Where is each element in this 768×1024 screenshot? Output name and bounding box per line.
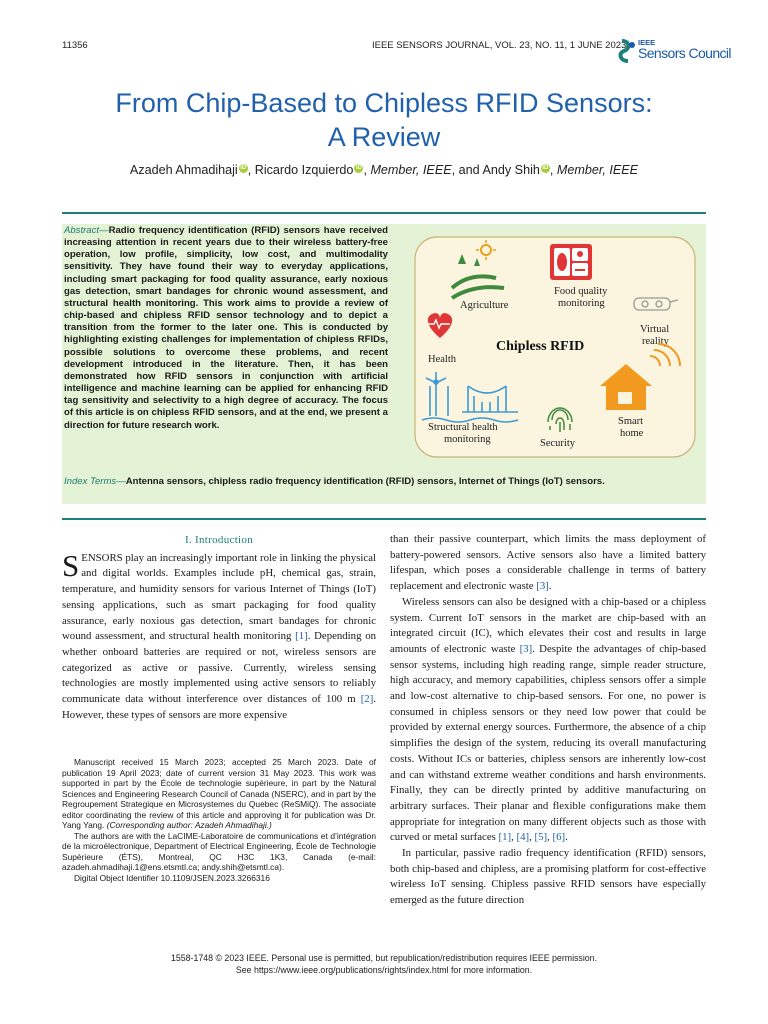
label-smart-1: Smart bbox=[618, 416, 644, 427]
logo-ieee-text: IEEE bbox=[638, 38, 656, 47]
author-conjunction: , and bbox=[451, 163, 483, 177]
dropcap: S bbox=[62, 547, 80, 583]
orcid-icon[interactable]: iD bbox=[240, 164, 247, 171]
footer-rights-link[interactable]: See https://www.ieee.org/publications/rights/index.html for more information. bbox=[235, 964, 533, 975]
author-2: Ricardo Izquierdo bbox=[254, 163, 354, 177]
label-security: Security bbox=[540, 438, 575, 449]
citation-separator: , bbox=[511, 831, 517, 844]
journal-header: IEEE SENSORS JOURNAL, VOL. 23, NO. 11, 1 JUNE 2023 bbox=[372, 40, 627, 51]
label-health: Health bbox=[428, 354, 456, 365]
top-divider bbox=[62, 212, 706, 214]
label-agriculture: Agriculture bbox=[460, 300, 509, 311]
right-paragraph-1 bbox=[390, 532, 706, 595]
abstract bbox=[64, 225, 388, 432]
label-virtual-2: reality bbox=[642, 336, 669, 347]
intro-text-c: . However, these types of sensors are more expensive bbox=[62, 693, 376, 721]
citation-separator: , bbox=[547, 831, 553, 844]
citation-link[interactable]: [6] bbox=[552, 831, 566, 844]
footnote-manuscript bbox=[62, 757, 376, 831]
author-1: Azadeh Ahmadihaji bbox=[129, 163, 238, 177]
figure-center-label: Chipless RFID bbox=[496, 339, 585, 354]
label-food-2: monitoring bbox=[558, 298, 605, 309]
right-text-a: than their passive counterpart, which limits the mass deployment of battery-powered sensors. Active sensors also have a limited battery lifespan, which poses a considerable challenge in terms of battery replacement and electronic waste bbox=[390, 533, 706, 593]
chipless-rfid-applications-figure bbox=[414, 236, 696, 458]
footnote-affiliation: The authors are with the LaCIME-Laboratoire de communications et d’intégration de la microélectronique, Department of Electrical Engineering, École de Technologie Supérieure (ÉTS), Montreal, QC H3C 1K3, Canada (e-mail: azadeh.ahmadihaji.1@ens.etsmtl.ca; andy.shih@etsmtl.ca). bbox=[62, 830, 376, 872]
citation-link[interactable]: [1] bbox=[295, 630, 308, 643]
right-paragraph-3: In particular, passive radio frequency identification (RFID) sensors, both chip-based and chipless, are a promising platform for cost-effective wireless IoT sensing. Chipless passive RFID sensors have especially emerged as the future direction bbox=[390, 847, 706, 907]
title-line-2: A Review bbox=[327, 122, 441, 152]
orcid-icon[interactable]: iD bbox=[542, 164, 549, 171]
label-structural-1: Structural health bbox=[428, 422, 498, 433]
author-separator: , bbox=[247, 163, 255, 177]
label-virtual-1: Virtual bbox=[640, 324, 670, 335]
author-3: Andy Shih bbox=[482, 163, 540, 177]
abstract-bottom-divider bbox=[62, 518, 706, 520]
citation-link[interactable]: [3] bbox=[536, 580, 549, 593]
right-text-c: Wireless sensors can also be designed with a chip-based or a chipless system. Current IoT sensors in the market are chip-based with an integrated circuit (IC), which elevates their cost and results in large amounts of electronic waste bbox=[390, 595, 706, 655]
author-2-membership: Member, IEEE bbox=[370, 163, 452, 177]
footnote-corresponding: (Corresponding author: Azadeh Ahmadihaji.) bbox=[106, 820, 272, 830]
paper-title bbox=[62, 86, 706, 154]
intro-column-right bbox=[390, 532, 706, 909]
right-text-d: . Despite the advantages of chip-based sensor systems, including high reading range, simple reader structure, high accuracy, and memory capabilities, chipless sensors offer a simple and low-cost alternative to chip-based sensors. For one, no power is consumed in chipless sensors or they need low power that could be provided by external energy sources. Furthermore, the absence of a chip simplifies the design of the system, reducing its overall manufacturing costs. Without ICs or batteries, chipless sensors are inherently low-cost and can withstand extreme weather conditions and harsh environments. Finally, they can be directly printed by additive manufacturing on arbitrary surfaces. Their planar and flexible configurations make them appropriate for integration on many different objects such as those with curved or metal surfaces bbox=[390, 642, 706, 844]
right-text-e: . bbox=[565, 831, 568, 844]
footer-line-1: 1558-1748 © 2023 IEEE. Personal use is permitted, but republication/redistribution requires IEEE permission. bbox=[170, 953, 598, 963]
label-smart-2: home bbox=[620, 428, 644, 439]
section-heading-introduction: I. Introduction bbox=[184, 534, 254, 546]
right-paragraph-2 bbox=[390, 595, 706, 846]
citation-link[interactable]: [3] bbox=[519, 642, 533, 655]
index-terms-dash: — bbox=[116, 476, 126, 487]
copyright-footer bbox=[62, 953, 706, 976]
page-number: 11356 bbox=[62, 40, 88, 51]
citation-link[interactable]: [2] bbox=[360, 693, 374, 706]
index-terms-text: Antenna sensors, chipless radio frequency identification (RFID) sensors, Internet of Things (IoT) sensors. bbox=[125, 476, 605, 487]
title-line-1: From Chip-Based to Chipless RFID Sensors: bbox=[115, 88, 653, 118]
intro-paragraph-1 bbox=[62, 547, 376, 724]
abstract-text: Radio frequency identification (RFID) sensors have received increasing attention in recent years due to their wireless battery-free operation, low profile, simplicity, low cost, and multimodality sensitivity. They have found their way to everyday applications, including smart packaging for food quality assurance, early noxious gas detection, smart bandages for chronic wound assessment, and structural health monitoring. This work aims to provide a review of chip-based and chipless RFID sensor technology and to depict a transition from the former to the later one. This is conducted by highlighting existing challenges for implementation of chipless RFIDs, possible solutions to overcome these problems, and recent development introduced in the literature. Then, it has been demonstrated how RFID sensors in conjunction with artificial intelligence and machine learning can be applied for enhancing RFID tag sensitivity and selectivity to a high degree of accuracy. The focus of this article is on chipless RFID sensors, and at the end, we present a direction for future research work. bbox=[64, 225, 388, 431]
right-text-b: . bbox=[548, 580, 552, 593]
citation-link[interactable]: [4] bbox=[516, 831, 530, 844]
intro-text-a: ENSORS play an increasingly important role in linking the physical and digital worlds. Examples include pH, chemical gas, strain, temperature, and humidity sensors for various Internet of Things (IoT) sensing applications, such as smart packaging for food quality assurance, early noxious gas detection, smart bandages for chronic wound assessment, and structural health monitoring bbox=[62, 551, 376, 643]
label-structural-2: monitoring bbox=[444, 434, 491, 445]
citation-link[interactable]: [1] bbox=[498, 831, 512, 844]
ieee-sensors-council-logo[interactable] bbox=[618, 38, 731, 64]
label-food-1: Food quality bbox=[554, 286, 608, 297]
logo-council-text: Sensors Council bbox=[638, 45, 731, 61]
orcid-icon[interactable]: iD bbox=[355, 164, 362, 171]
citation-separator: , bbox=[529, 831, 535, 844]
abstract-dash: — bbox=[99, 225, 109, 236]
footnote-manuscript-text: Manuscript received 15 March 2023; accepted 25 March 2023. Date of publication 19 April 2023; date of current version 31 May 2023. This work was supported in part by the École de technologie supérieure, in part by the Natural Sciences and Engineering Research Council of Canada (NSERC), and in part by the Regroupement Strategique en Microsystemes du Quebec (ReSMiQ). The associate editor coordinating the review of this article and approving it for publication was Dr. Yang Yang. bbox=[62, 757, 376, 830]
author-list: Azadeh Ahmadihaji iD , Ricardo Izquierdo iD , Member, IEEE, and Andy Shih iD , Member, IEEE bbox=[129, 163, 639, 177]
footnote-doi: Digital Object Identifier 10.1109/JSEN.2023.3266316 bbox=[74, 872, 270, 883]
sensors-council-logo-icon bbox=[618, 39, 638, 63]
intro-column-left bbox=[62, 533, 376, 723]
index-terms bbox=[64, 476, 704, 489]
author-3-membership: Member, IEEE bbox=[556, 163, 639, 177]
citation-link[interactable]: [5] bbox=[534, 831, 548, 844]
footnote bbox=[62, 757, 376, 883]
food-quality-icon bbox=[550, 244, 592, 280]
intro-text-b: . Depending on whether onboard batteries are required or not, wireless sensors are categorized as active or passive. Currently, wireless sensing technologies are mostly implemented using active sensors to reliably communicate data without interference over distances of 100 m bbox=[62, 630, 376, 706]
index-terms-label: Index Terms bbox=[64, 476, 117, 487]
abstract-label: Abstract bbox=[64, 225, 100, 236]
